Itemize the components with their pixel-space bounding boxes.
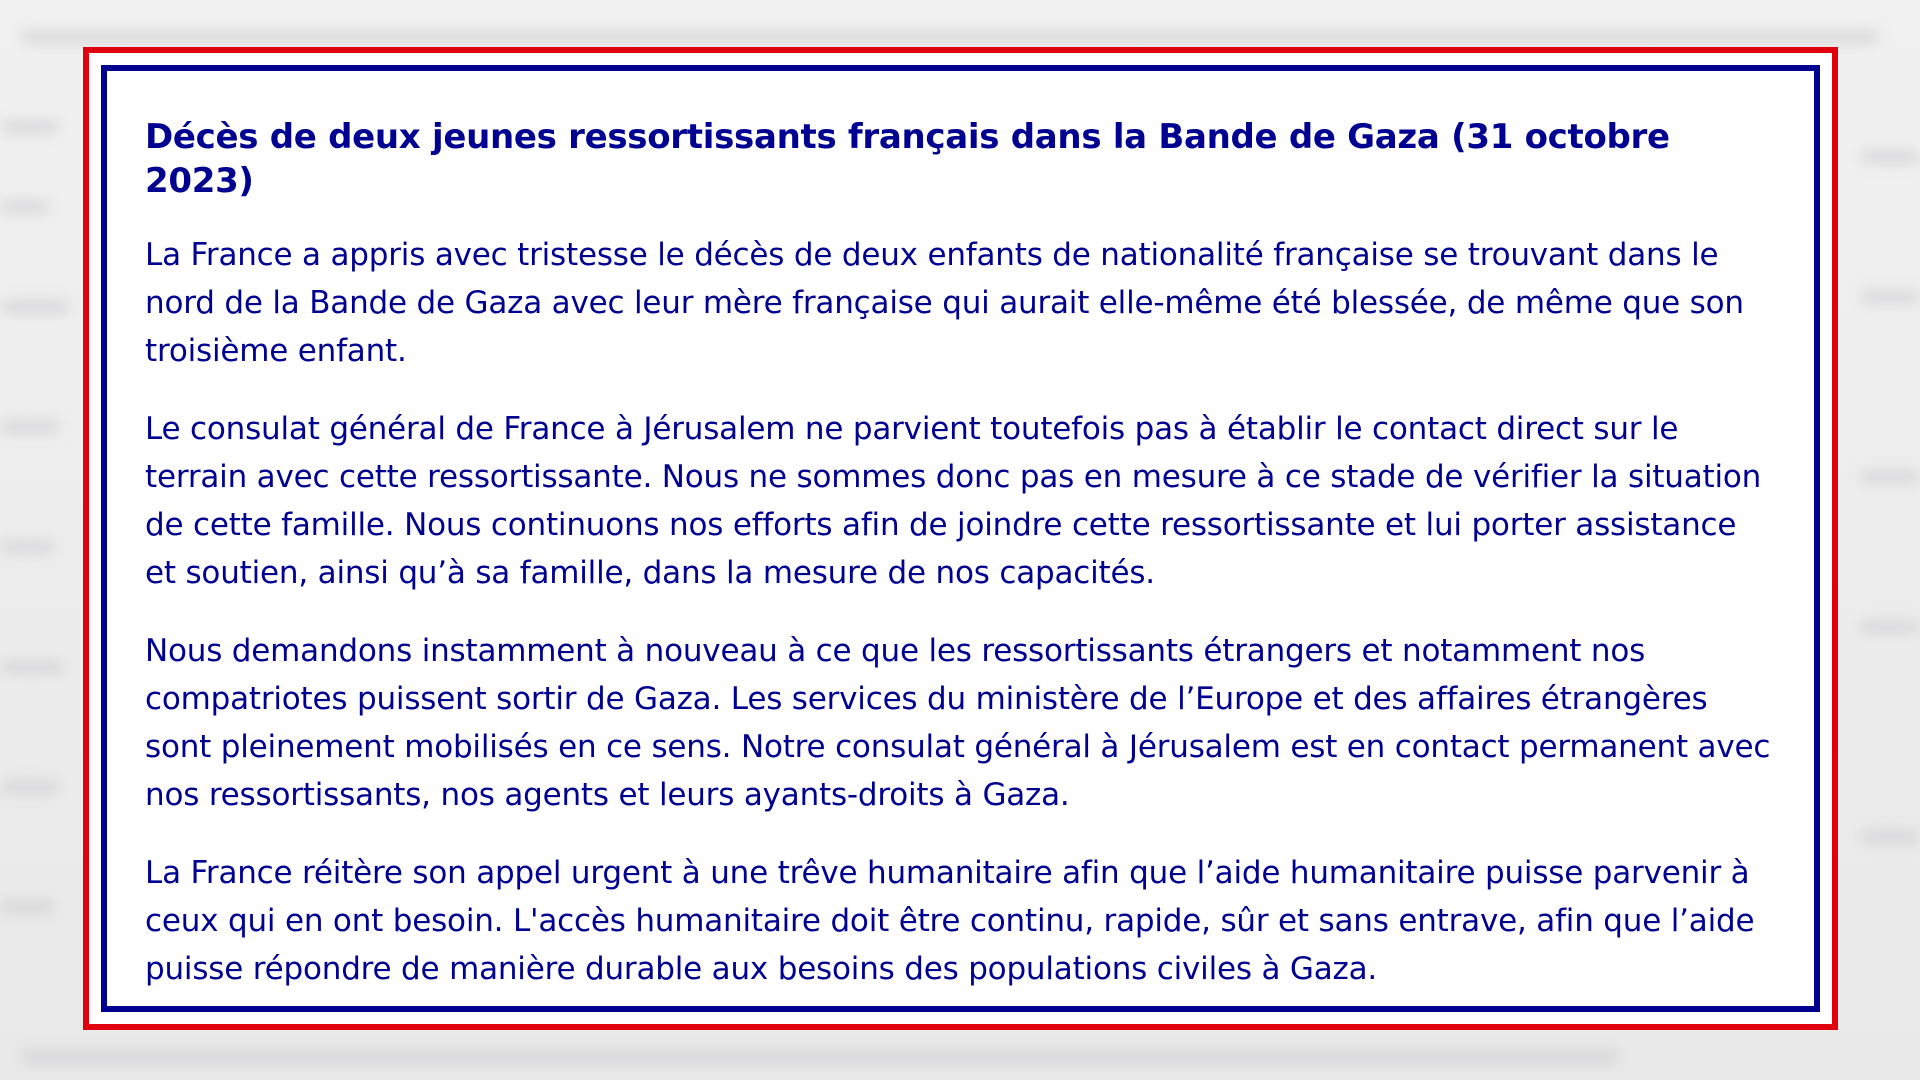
frame-white-band	[89, 53, 1832, 1024]
statement-paragraph-2: Le consulat général de France à Jérusalem ne parvient toutefois pas à établir le contact direct sur le terrain avec cette ressortissante. Nous ne sommes donc pas en mesure à ce stade de vérifier la situation de cette famille. Nous continuons nos efforts afin de joindre cette ressortissante et lui porter assistance et soutien, ainsi qu’à sa famille, dans la mesure de nos capacités.	[145, 411, 1762, 591]
statement-paragraph-3: Nous demandons instamment à nouveau à ce que les ressortissants étrangers et notamment nos compatriotes puissent sortir de Gaza. Les services du ministère de l’Europe et des affaires étrangères sont pleinement mobilisés en ce sens. Notre consulat général à Jérusalem est en contact permanent avec nos ressortissants, nos agents et leurs ayants-droits à Gaza.	[145, 633, 1771, 813]
frame-blue-band	[101, 65, 1820, 1012]
statement-card	[107, 71, 1814, 1006]
statement-paragraph-1: La France a appris avec tristesse le décès de deux enfants de nationalité française se trouvant dans le nord de la Bande de Gaza avec leur mère française qui aurait elle-même été blessée, de même que son troisième enfant.	[145, 237, 1744, 369]
statement-paragraph-4: La France réitère son appel urgent à une trêve humanitaire afin que l’aide humanitaire puisse parvenir à ceux qui en ont besoin. L'accès humanitaire doit être continu, rapide, sûr et sans entrave, afin que l’aide puisse répondre de manière durable aux besoins des populations civiles à Gaza.	[145, 855, 1755, 987]
statement-title: Décès de deux jeunes ressortissants français dans la Bande de Gaza (31 octobre 2023)	[145, 117, 1670, 201]
tricolor-frame	[83, 47, 1838, 1030]
